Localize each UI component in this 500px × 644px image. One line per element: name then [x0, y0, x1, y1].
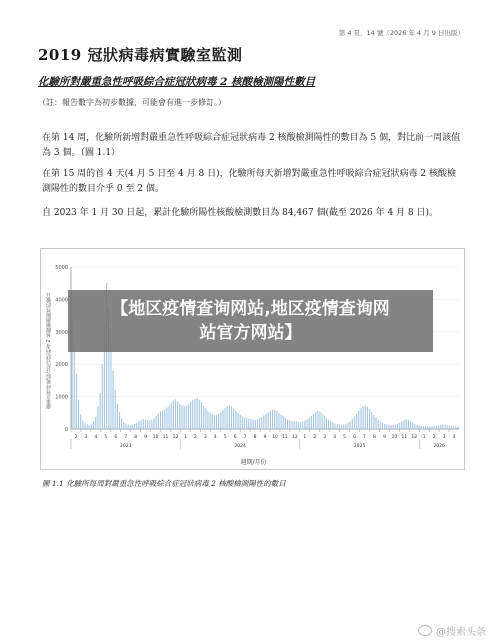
bar [134, 424, 135, 429]
bar [393, 425, 394, 429]
bar [231, 407, 232, 429]
chart-y-axis-label: 嚴重急性呼吸綜合症冠狀病毒 2 核酸檢測陽性的數目 [46, 292, 52, 410]
x-tick-label: 12 [411, 435, 418, 440]
bar [274, 410, 275, 429]
bar [319, 412, 320, 429]
bar [188, 404, 189, 429]
x-tick-label: 7 [243, 435, 247, 440]
bar [199, 400, 200, 429]
y-tick-label: 3000 [55, 329, 68, 336]
x-tick-label: 4 [333, 435, 337, 440]
bar [212, 414, 213, 429]
bar [250, 419, 251, 429]
year-label: 2024 [234, 444, 246, 449]
bar [136, 423, 137, 429]
bar [160, 412, 161, 429]
bar [207, 411, 208, 429]
bar [242, 416, 243, 429]
bar [166, 408, 167, 429]
bar [289, 420, 290, 429]
bar [227, 406, 228, 429]
bar [171, 403, 172, 429]
bar [367, 407, 368, 429]
bar [173, 400, 174, 429]
bar [356, 414, 357, 429]
bar [214, 415, 215, 429]
bar [190, 402, 191, 429]
bar [442, 425, 443, 429]
bar [229, 406, 230, 429]
bar [235, 411, 236, 429]
bar [259, 418, 260, 429]
bar [412, 423, 413, 429]
bar [457, 426, 458, 429]
bar [354, 416, 355, 429]
bar [220, 412, 221, 429]
data-note: （註：報告數字為初步數據，可能會有進一步修訂。） [38, 98, 226, 107]
bar [145, 420, 146, 429]
weekly-positive-bar-chart [41, 249, 466, 471]
bar [270, 411, 271, 429]
bar [362, 406, 363, 429]
bar [347, 423, 348, 429]
bar [119, 412, 120, 429]
x-tick-label: 7 [124, 435, 128, 440]
y-tick-label: 5000 [55, 265, 68, 271]
chart-x-axis-label: 週期/月份 [240, 459, 267, 466]
bar [151, 420, 152, 429]
bar [436, 426, 437, 429]
bar [302, 422, 303, 429]
x-tick-label: 6 [114, 435, 118, 440]
bar [380, 422, 381, 429]
x-tick-label: 10 [391, 435, 398, 440]
x-tick-label: 10 [152, 435, 159, 440]
bar [233, 409, 234, 429]
x-tick-label: 9 [144, 435, 148, 440]
bar [429, 426, 430, 429]
bar [149, 421, 150, 429]
bar [248, 419, 249, 429]
bar [401, 422, 402, 429]
x-tick-label: 8 [372, 435, 376, 440]
bar [121, 418, 122, 429]
bar [324, 415, 325, 429]
bar [328, 420, 329, 429]
bar [87, 424, 88, 429]
bar [294, 421, 295, 429]
bar [272, 410, 273, 429]
x-tick-label: 10 [272, 435, 278, 440]
bar [416, 425, 417, 429]
bar [440, 425, 441, 429]
bar [350, 421, 351, 429]
bar [317, 411, 318, 429]
y-tick-label: 4000 [55, 297, 68, 304]
bar [352, 419, 353, 429]
bar [268, 412, 269, 429]
bar [138, 422, 139, 429]
bar [203, 406, 204, 429]
bar [304, 421, 305, 429]
x-tick-label: 7 [363, 435, 366, 440]
x-tick-label: 4 [213, 435, 217, 440]
bar [147, 420, 148, 429]
bar [115, 390, 116, 429]
bar [453, 426, 454, 429]
bar [97, 406, 98, 429]
bar [261, 417, 262, 429]
bar [278, 413, 279, 429]
bar [419, 425, 420, 429]
bar [360, 408, 361, 429]
bar [431, 426, 432, 429]
bar [168, 406, 169, 429]
bar [164, 409, 165, 429]
x-tick-label: 11 [401, 435, 408, 440]
bar [298, 422, 299, 429]
bar [447, 425, 448, 429]
bar [339, 424, 340, 429]
page-title: 2019 冠狀病毒病實驗室監測 [38, 46, 243, 64]
bar [244, 417, 245, 429]
bar [399, 423, 400, 429]
bar [373, 415, 374, 429]
bar [434, 426, 435, 429]
bar [281, 415, 282, 429]
year-label: 2026 [433, 444, 445, 449]
paragraph-week-15: 在第 15 周的首 4 天(4 月 5 日至 4 月 8 日)，化驗所每天新增對嚴重急性呼吸綜合症冠狀病毒 2 核酸檢測陽性的數目介乎 0 至 2 個。 [42, 169, 457, 194]
bar [309, 418, 310, 429]
bar [313, 414, 314, 429]
y-tick-label: 1000 [55, 394, 68, 401]
bar [397, 424, 398, 429]
bar [449, 426, 450, 429]
x-tick-label: 12 [172, 435, 179, 440]
bar [76, 374, 77, 429]
bar [74, 345, 75, 429]
bar [184, 406, 185, 429]
bar [95, 417, 96, 429]
bar [225, 408, 226, 429]
x-tick-label: 5 [343, 435, 347, 440]
bar [91, 424, 92, 429]
bar [358, 411, 359, 429]
bar [311, 416, 312, 429]
bar [287, 419, 288, 429]
overlay-line-1: 【地区疫情查询网站,地区疫情查询网 [111, 299, 390, 319]
bar [382, 423, 383, 429]
bar [337, 424, 338, 429]
bar [322, 413, 323, 429]
bar [222, 410, 223, 429]
bar [423, 426, 424, 429]
x-tick-label: 3 [323, 435, 327, 440]
x-tick-label: 8 [134, 435, 138, 440]
bar [365, 406, 366, 429]
bar [343, 424, 344, 429]
bar [306, 419, 307, 429]
bar [406, 419, 407, 429]
x-tick-label: 11 [162, 435, 169, 440]
x-tick-label: 8 [253, 435, 257, 440]
bar [283, 416, 284, 429]
bar [315, 412, 316, 429]
bar [378, 420, 379, 429]
bar [391, 425, 392, 429]
bar [175, 400, 176, 429]
bar [300, 422, 301, 429]
bar [192, 400, 193, 429]
bar [158, 413, 159, 429]
bar [112, 371, 113, 429]
bar [334, 423, 335, 429]
bar [444, 425, 445, 429]
bar [455, 426, 456, 429]
bar [414, 424, 415, 429]
chart-frame [40, 248, 465, 470]
x-tick-label: 1 [183, 435, 187, 440]
x-tick-label: 4 [452, 435, 456, 440]
watermark [418, 623, 486, 638]
x-tick-label: 5 [104, 435, 108, 440]
bar [82, 421, 83, 429]
bar [179, 404, 180, 429]
bar [369, 409, 370, 429]
bar [110, 345, 111, 429]
bar [330, 421, 331, 429]
bar [451, 426, 452, 429]
y-tick-label: 2000 [55, 362, 68, 369]
bar [102, 364, 103, 429]
x-tick-label: 3 [442, 435, 446, 440]
bar [209, 413, 210, 429]
bar [285, 418, 286, 429]
y-tick-label: 0 [64, 427, 68, 433]
bar [375, 417, 376, 429]
bar [140, 420, 141, 429]
x-tick-label: 6 [233, 435, 237, 440]
bar [345, 424, 346, 429]
bar [425, 426, 426, 429]
page-header: 第 4 頁，14 號（2026 年 4 月 9 日出版） [338, 29, 464, 37]
bar [240, 415, 241, 429]
bar [395, 424, 396, 429]
bar [216, 415, 217, 429]
bar [296, 422, 297, 429]
x-tick-label: 3 [84, 435, 88, 440]
x-tick-label: 2 [313, 435, 317, 440]
x-tick-label: 2 [193, 435, 197, 440]
bar [156, 416, 157, 429]
x-tick-label: 11 [282, 435, 288, 440]
x-tick-label: 6 [353, 435, 356, 440]
x-tick-label: 12 [291, 435, 298, 440]
paragraph-cumulative: 自 2023 年 1 月 30 日起，累計化驗所陽性核酸檢測數目為 84,467 個(截至 2026 年 4 月 8 日)。 [42, 208, 439, 218]
bar [257, 419, 258, 429]
overlay-line-2: 站官方网站】 [199, 323, 302, 343]
x-tick-label: 1 [422, 435, 426, 440]
bar [371, 412, 372, 429]
bar [197, 398, 198, 429]
bar [253, 420, 254, 429]
x-tick-label: 9 [382, 435, 386, 440]
bar [218, 414, 219, 429]
bar [403, 420, 404, 429]
bar [78, 400, 79, 429]
bar [408, 420, 409, 429]
bar [181, 405, 182, 429]
bar [100, 393, 101, 429]
section-subtitle: 化驗所對嚴重急性呼吸綜合症冠狀病毒 2 核酸檢測陽性數目 [38, 76, 316, 88]
watermark-text: @搜索头条 [436, 627, 486, 638]
bar [153, 418, 154, 429]
x-tick-label: 9 [263, 435, 267, 440]
bar [386, 424, 387, 429]
bar [194, 399, 195, 429]
bar [265, 414, 266, 429]
bar [162, 411, 163, 429]
x-tick-label: 2 [432, 435, 436, 440]
bar [255, 420, 256, 429]
bar [128, 424, 129, 429]
weibo-icon [418, 625, 432, 636]
bar [130, 425, 131, 429]
title-overlay-banner [68, 290, 433, 352]
x-tick-label: 4 [94, 435, 98, 440]
x-tick-label: 1 [303, 435, 307, 440]
bar [177, 401, 178, 429]
year-label: 2023 [119, 444, 132, 449]
bar [263, 415, 264, 429]
x-tick-label: 3 [203, 435, 207, 440]
figure-caption: 圖 1.1 化驗所每周對嚴重急性呼吸綜合症冠狀病毒 2 核酸檢測陽性的數目 [42, 479, 286, 488]
bar [237, 413, 238, 429]
bar [117, 404, 118, 429]
bar [123, 422, 124, 429]
bar [246, 418, 247, 429]
bar [132, 425, 133, 429]
bar [201, 402, 202, 429]
bar [384, 424, 385, 429]
bar [186, 406, 187, 429]
paragraph-week-14: 在第 14 周，化驗所新增對嚴重急性呼吸綜合症冠狀病毒 2 核酸檢測陽性的數目為 5 個，對比前一周該值為 3 個。（圖 1.1） [42, 133, 461, 158]
bar [326, 418, 327, 429]
bar [125, 423, 126, 429]
bar [89, 425, 90, 429]
x-tick-label: 2 [74, 435, 78, 440]
bar [421, 426, 422, 429]
bar [332, 423, 333, 429]
year-label: 2025 [353, 444, 366, 449]
x-tick-label: 5 [223, 435, 227, 440]
bar [80, 414, 81, 429]
bar [388, 425, 389, 429]
bar [427, 426, 428, 429]
bar [438, 425, 439, 429]
bar [143, 419, 144, 429]
bar [205, 408, 206, 429]
bar [291, 421, 292, 429]
bar [93, 422, 94, 429]
bar [341, 425, 342, 429]
bar [410, 421, 411, 429]
bar [276, 411, 277, 429]
bar [84, 423, 85, 429]
